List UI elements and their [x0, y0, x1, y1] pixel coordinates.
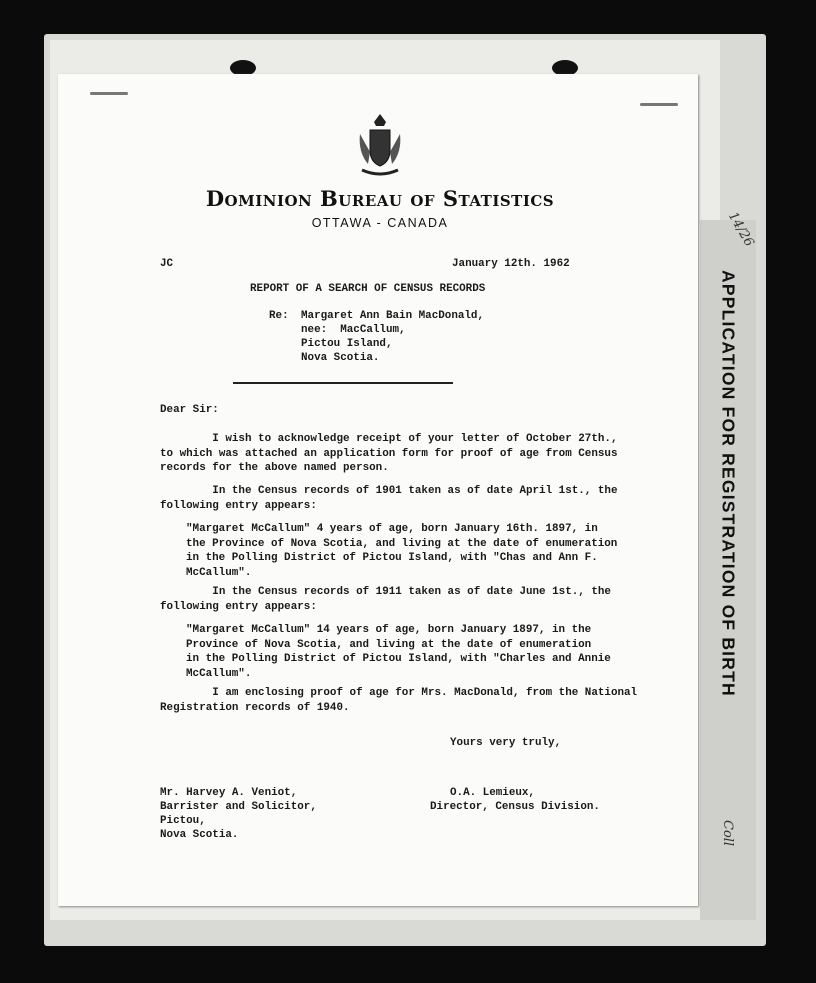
- report-title: REPORT OF A SEARCH OF CENSUS RECORDS: [250, 283, 486, 295]
- letter-date: January 12th. 1962: [452, 258, 570, 270]
- census-entry-1911: "Margaret McCallum" 14 years of age, born January 1897, in the Province of Nova Scotia, and living at the date of enumeration in the Polling District of Pictou Island, with "Charles and Annie McCallum".: [186, 624, 611, 680]
- signer-name: O.A. Lemieux,: [450, 787, 535, 799]
- salutation: Dear Sir:: [160, 404, 219, 416]
- handwritten-note-top: 14/26: [724, 209, 757, 250]
- folder-label: APPLICATION FOR REGISTRATION OF BIRTH: [718, 270, 739, 697]
- addressee-line: Barrister and Solicitor,: [160, 801, 317, 813]
- re-line: nee: MacCallum,: [301, 324, 406, 336]
- paragraph-2: In the Census records of 1901 taken as of date April 1st., the following entry appears:: [160, 485, 618, 512]
- closing: Yours very truly,: [450, 737, 562, 749]
- re-label: Re:: [269, 310, 289, 322]
- re-line: Pictou Island,: [301, 338, 393, 350]
- re-line: Nova Scotia.: [301, 352, 380, 364]
- re-line: Margaret Ann Bain MacDonald,: [301, 310, 484, 322]
- paragraph-6: I am enclosing proof of age for Mrs. MacDonald, from the National Registration records of 1940.: [160, 687, 638, 714]
- organization-location: OTTAWA - CANADA: [311, 216, 449, 230]
- paragraph-1: I wish to acknowledge receipt of your letter of October 27th., to which was attached an application form for proof of age from Census records for the above named person.: [160, 433, 618, 475]
- organization-name: Dominion Bureau of Statistics: [205, 186, 555, 211]
- reference-initials: JC: [160, 258, 174, 270]
- handwritten-note-bottom: Coll: [720, 820, 735, 847]
- addressee-line: Pictou,: [160, 815, 206, 827]
- staple: [640, 103, 678, 106]
- addressee-line: Mr. Harvey A. Veniot,: [160, 787, 298, 799]
- signer-title: Director, Census Division.: [430, 801, 600, 813]
- paragraph-4: In the Census records of 1911 taken as of date June 1st., the following entry appears:: [160, 586, 611, 613]
- coat-of-arms-icon: [356, 112, 404, 178]
- addressee-line: Nova Scotia.: [160, 829, 239, 841]
- divider-rule: [233, 382, 453, 384]
- staple: [90, 92, 128, 95]
- census-entry-1901: "Margaret McCallum" 4 years of age, born January 16th. 1897, in the Province of Nova Scotia, and living at the date of enumeration in the Polling District of Pictou Island, with "Chas and Ann F. McCallum".: [186, 523, 618, 579]
